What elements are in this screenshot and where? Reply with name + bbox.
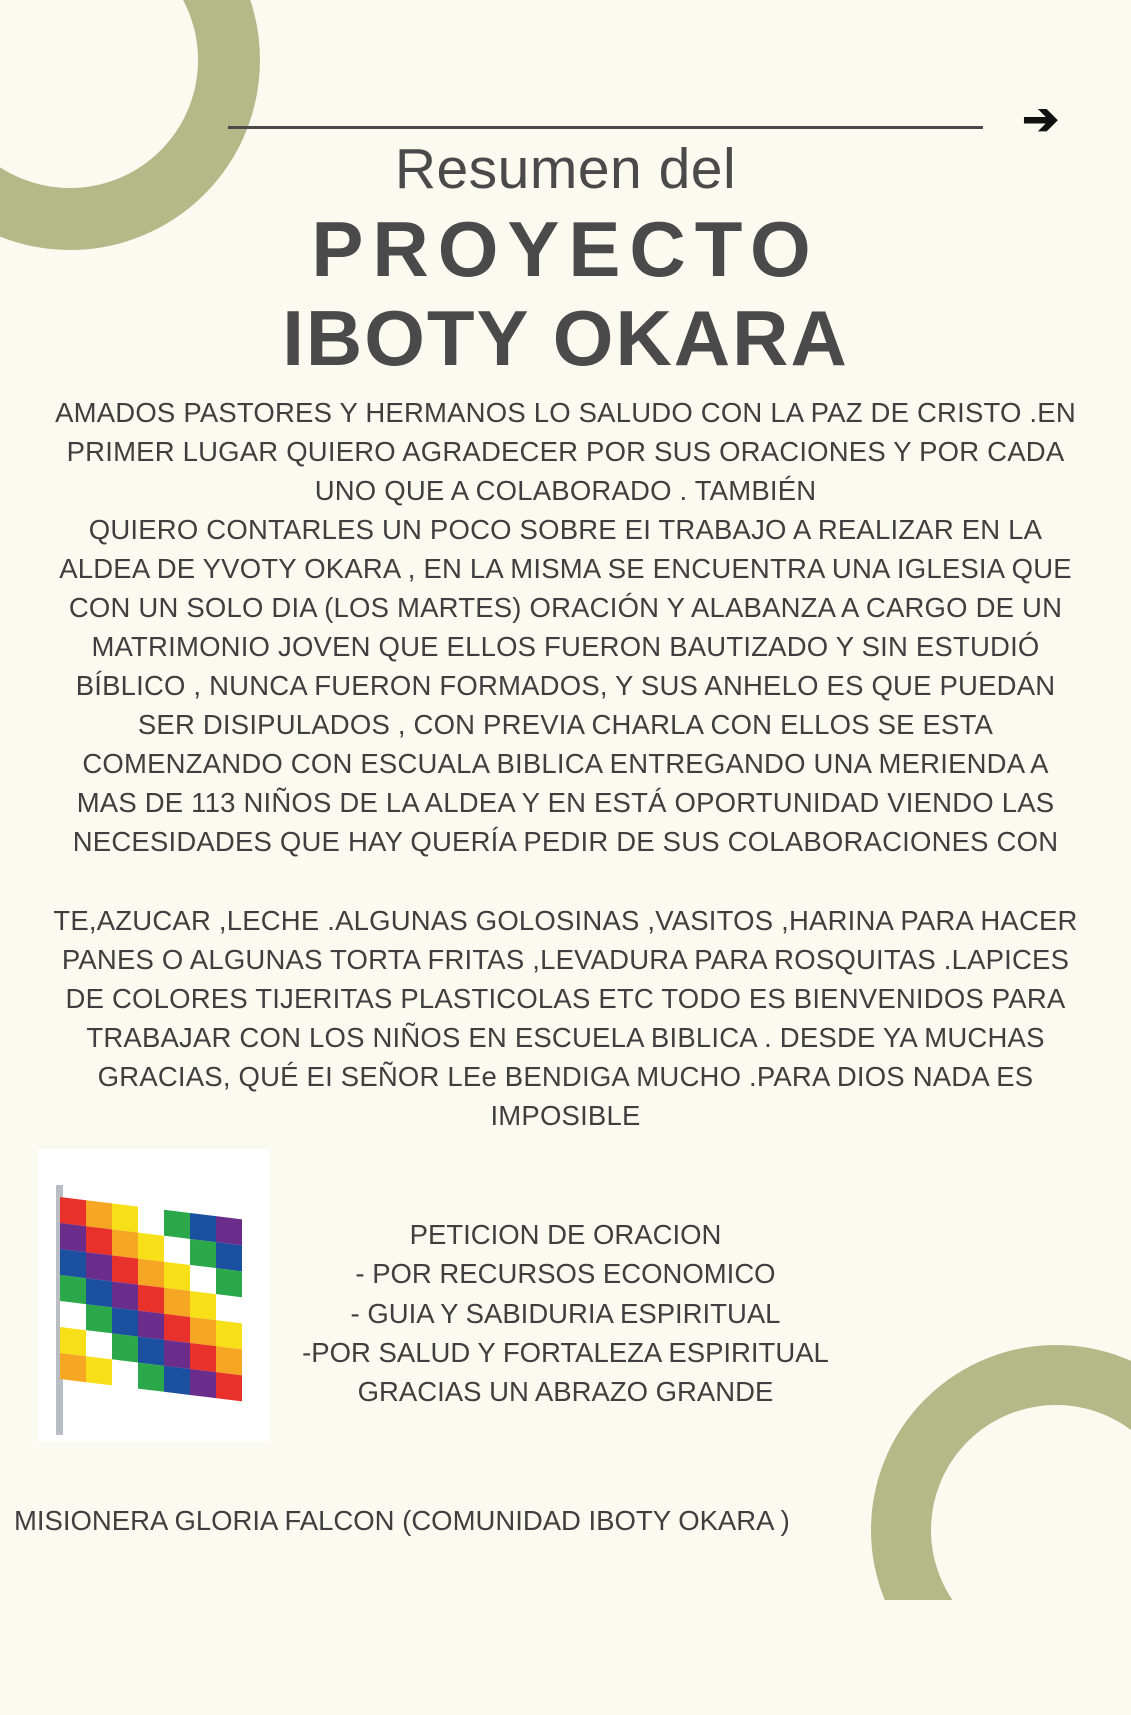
body-line: AMADOS PASTORES Y HERMANOS LO SALUDO CON LA PAZ DE CRISTO .EN	[55, 396, 1076, 428]
body-line: PRIMER LUGAR QUIERO AGRADECER POR SUS ORACIONES Y POR CADA	[66, 435, 1065, 467]
prayer-heading: PETICION DE ORACION	[409, 1219, 722, 1251]
prayer-item: -POR SALUD Y FORTALEZA ESPIRITUAL	[302, 1336, 829, 1368]
body-line: IMPOSIBLE	[490, 1100, 641, 1132]
prayer-item: - POR RECURSOS ECONOMICO	[355, 1258, 776, 1290]
wiphala-flag-icon	[38, 1149, 270, 1441]
body-paragraph-1	[14, 393, 1117, 862]
body-line: MATRIMONIO JOVEN QUE ELLOS FUERON BAUTIZADO Y SIN ESTUDIÓ	[91, 630, 1040, 662]
page-title-line-2: IBOTY OKARA	[282, 294, 849, 383]
header-divider	[228, 126, 983, 129]
arrow-right-icon: ➔	[1022, 95, 1059, 144]
lower-section	[0, 1141, 1131, 1471]
body-line: GRACIAS, QUÉ EI SEÑOR LEe BENDIGA MUCHO .PARA DIOS NADA ES	[97, 1061, 1034, 1093]
body-paragraph-2	[14, 901, 1117, 1135]
body-line: ALDEA DE YVOTY OKARA , EN LA MISMA SE ENCUENTRA UNA IGLESIA QUE	[59, 552, 1072, 584]
paragraph-spacer	[0, 861, 1131, 891]
body-line: TE,AZUCAR ,LECHE .ALGUNAS GOLOSINAS ,VASITOS ,HARINA PARA HACER	[53, 905, 1078, 937]
page-subtitle: Resumen del	[394, 137, 737, 201]
body-line: CON UN SOLO DIA (LOS MARTES) ORACIÓN Y ALABANZA A CARGO DE UN	[68, 591, 1063, 623]
prayer-item: - GUIA Y SABIDURIA ESPIRITUAL	[350, 1297, 781, 1329]
body-line: NECESIDADES QUE HAY QUERÍA PEDIR DE SUS COLABORACIONES CON	[72, 826, 1059, 858]
signature-line: MISIONERA GLORIA FALCON (COMUNIDAD IBOTY OKARA )	[14, 1505, 790, 1537]
body-line: COMENZANDO CON ESCUALA BIBLICA ENTREGANDO UNA MERIENDA A	[82, 747, 1049, 779]
body-line: PANES O ALGUNAS TORTA FRITAS ,LEVADURA PARA ROSQUITAS .LAPICES	[61, 944, 1070, 976]
page-header	[0, 0, 1131, 383]
wiphala-flag-photo	[38, 1149, 270, 1441]
body-line: SER DISIPULADOS , CON PREVIA CHARLA CON ELLOS SE ESTA	[137, 708, 994, 740]
body-line: QUIERO CONTARLES UN POCO SOBRE EI TRABAJO A REALIZAR EN LA	[88, 513, 1043, 545]
prayer-item: GRACIAS UN ABRAZO GRANDE	[357, 1375, 774, 1407]
body-line: DE COLORES TIJERITAS PLASTICOLAS ETC TODO ES BIENVENIDOS PARA	[65, 983, 1066, 1015]
body-line: BÍBLICO , NUNCA FUERON FORMADOS, Y SUS ANHELO ES QUE PUEDAN	[75, 669, 1056, 701]
body-line: MAS DE 113 NIÑOS DE LA ALDEA Y EN ESTÁ OPORTUNIDAD VIENDO LAS	[76, 787, 1055, 819]
page-title-line-1: PROYECTO	[311, 204, 820, 293]
body-line: UNO QUE A COLABORADO . TAMBIÉN	[314, 474, 817, 506]
body-line: TRABAJAR CON LOS NIÑOS EN ESCUELA BIBLICA . DESDE YA MUCHAS	[86, 1022, 1045, 1054]
